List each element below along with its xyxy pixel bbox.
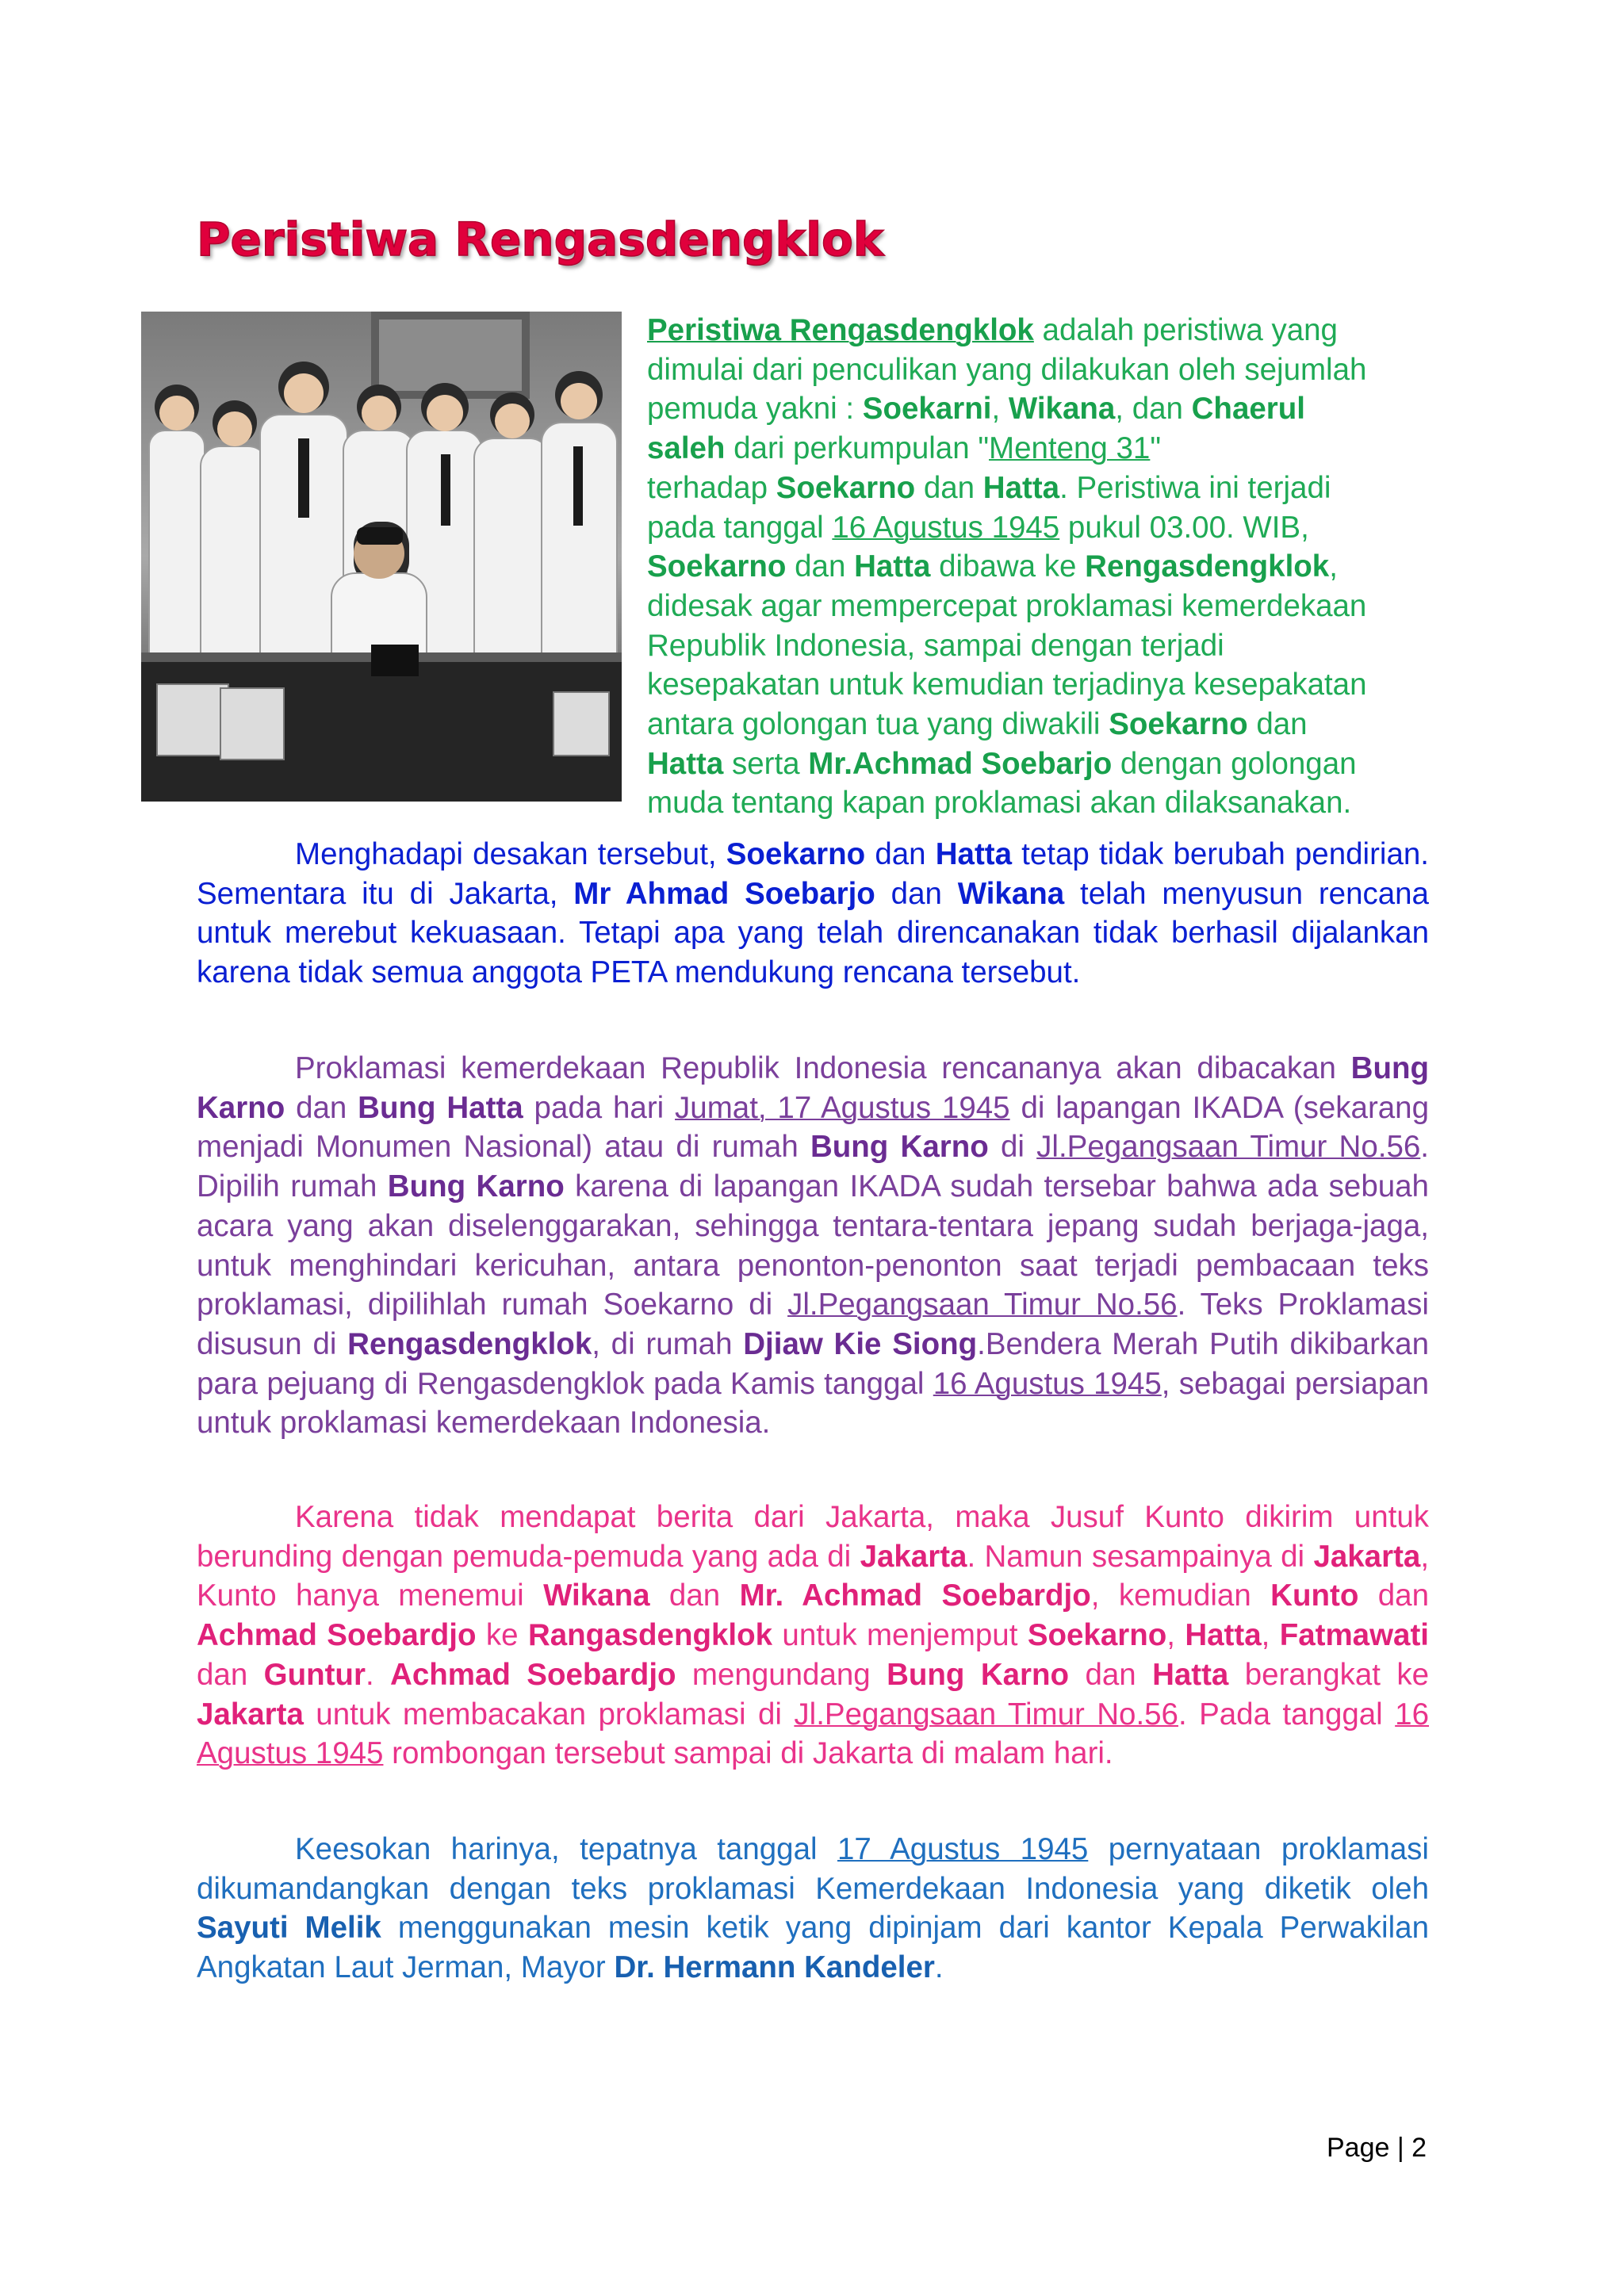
link-pegangsaan-2[interactable]: Jl.Pegangsaan Timur No.56 xyxy=(787,1288,1178,1322)
intro-link-peristiwa[interactable]: Peristiwa Rengasdengklok xyxy=(647,313,1034,347)
historical-photo xyxy=(141,312,622,802)
intro-line: pada tanggal 16 Agustus 1945 pukul 03.00. WIB, xyxy=(647,510,1309,545)
intro-line: dimulai dari penculikan yang dilakukan oleh sejumlah xyxy=(647,352,1367,387)
link-jumat-17-agustus[interactable]: Jumat, 17 Agustus 1945 xyxy=(675,1090,1010,1125)
intro-line: Soekarno dan Hatta dibawa ke Rengasdengklok, xyxy=(647,549,1338,584)
paragraph-3: Karena tidak mendapat berita dari Jakarta, maka Jusuf Kunto dikirim untuk berunding dengan pemuda-pemuda yang ada di Jakarta. Namun sesampainya di Jakarta, Kunto hanya menemui Wikana dan Mr. Achmad Soebardjo, kemudian Kunto dan Achmad Soebardjo ke Rangasdengklok untuk menjemput Soekarno, Hatta, Fatmawati dan Guntur. Achmad Soebardjo mengundang Bung Karno dan Hatta berangkat ke Jakarta untuk membacakan proklamasi di Jl.Pegangsaan Timur No.56. Pada tanggal 16 Agustus 1945 rombongan tersebut sampai di Jakarta di malam hari. xyxy=(197,1500,1430,1771)
intro-line: saleh dari perkumpulan "Menteng 31" xyxy=(647,431,1162,466)
photo-image xyxy=(141,312,622,802)
intro-text xyxy=(647,311,1432,823)
link-16-agustus[interactable]: 16 Agustus 1945 xyxy=(933,1366,1162,1401)
page-number: Page | 2 xyxy=(1327,2133,1427,2163)
link-pegangsaan-3[interactable]: Jl.Pegangsaan Timur No.56 xyxy=(794,1697,1178,1732)
intro-line: Republik Indonesia, sampai dengan terjadi xyxy=(647,628,1224,663)
intro-line: terhadap Soekarno dan Hatta. Peristiwa ini terjadi xyxy=(647,470,1331,505)
intro-line: pemuda yakni : Soekarni, Wikana, dan Chaerul xyxy=(647,392,1305,427)
link-16-agustus-2[interactable]: 16 Agustus 1945 xyxy=(197,1697,1429,1771)
page-title: Peristiwa Rengasdengklok xyxy=(197,212,884,266)
intro-line: Peristiwa Rengasdengklok adalah peristiwa yang xyxy=(647,313,1338,347)
intro-line: antara golongan tua yang diwakili Soekarno dan xyxy=(647,707,1308,742)
link-17-agustus[interactable]: 17 Agustus 1945 xyxy=(837,1832,1089,1866)
paragraph-1: Menghadapi desakan tersebut, Soekarno dan Hatta tetap tidak berubah pendirian. Sementara itu di Jakarta, Mr Ahmad Soebarjo dan Wikana telah menyusun rencana untuk merebut kekuasaan. Tetapi apa yang telah direncanakan tidak berhasil dijalankan karena tidak semua anggota PETA mendukung rencana tersebut. xyxy=(197,837,1429,990)
intro-line: didesak agar mempercepat proklamasi kemerdekaan xyxy=(647,588,1367,623)
link-pegangsaan-1[interactable]: Jl.Pegangsaan Timur No.56 xyxy=(1036,1130,1421,1165)
intro-line: muda tentang kapan proklamasi akan dilaksanakan. xyxy=(647,786,1352,821)
intro-link-menteng[interactable]: Menteng 31 xyxy=(989,431,1151,466)
intro-line: Hatta serta Mr.Achmad Soebarjo dengan golongan xyxy=(647,746,1357,781)
intro-link-date[interactable]: 16 Agustus 1945 xyxy=(832,510,1060,545)
paragraph-4: Keesokan harinya, tepatnya tanggal 17 Agustus 1945 pernyataan proklamasi dikumandangkan dengan teks proklamasi Kemerdekaan Indonesia yang diketik oleh Sayuti Melik menggunakan mesin ketik yang dipinjam dari kantor Kepala Perwakilan Angkatan Laut Jerman, Mayor Dr. Hermann Kandeler. xyxy=(197,1832,1429,1985)
paragraph-2: Proklamasi kemerdekaan Republik Indonesia rencananya akan dibacakan Bung Karno dan Bung Hatta pada hari Jumat, 17 Agustus 1945 di lapangan IKADA (sekarang menjadi Monumen Nasional) atau di rumah Bung Karno di Jl.Pegangsaan Timur No.56. Dipilih rumah Bung Karno karena di lapangan IKADA sudah tersebar bahwa ada sebuah acara yang akan diselenggarakan, sehingga tentara-tentara jepang sudah berjaga-jaga, untuk menghindari kericuhan, antara penonton-penonton saat terjadi pembacaan teks proklamasi, dipilihlah rumah Soekarno di Jl.Pegangsaan Timur No.56. Teks Proklamasi disusun di Rengasdengklok, di rumah Djiaw Kie Siong.Bendera Merah Putih dikibarkan para pejuang di Rengasdengklok pada Kamis tanggal 16 Agustus 1945, sebagai persiapan untuk proklamasi kemerdekaan Indonesia. xyxy=(197,1051,1429,1441)
intro-line: kesepakatan untuk kemudian terjadinya kesepakatan xyxy=(647,668,1367,702)
